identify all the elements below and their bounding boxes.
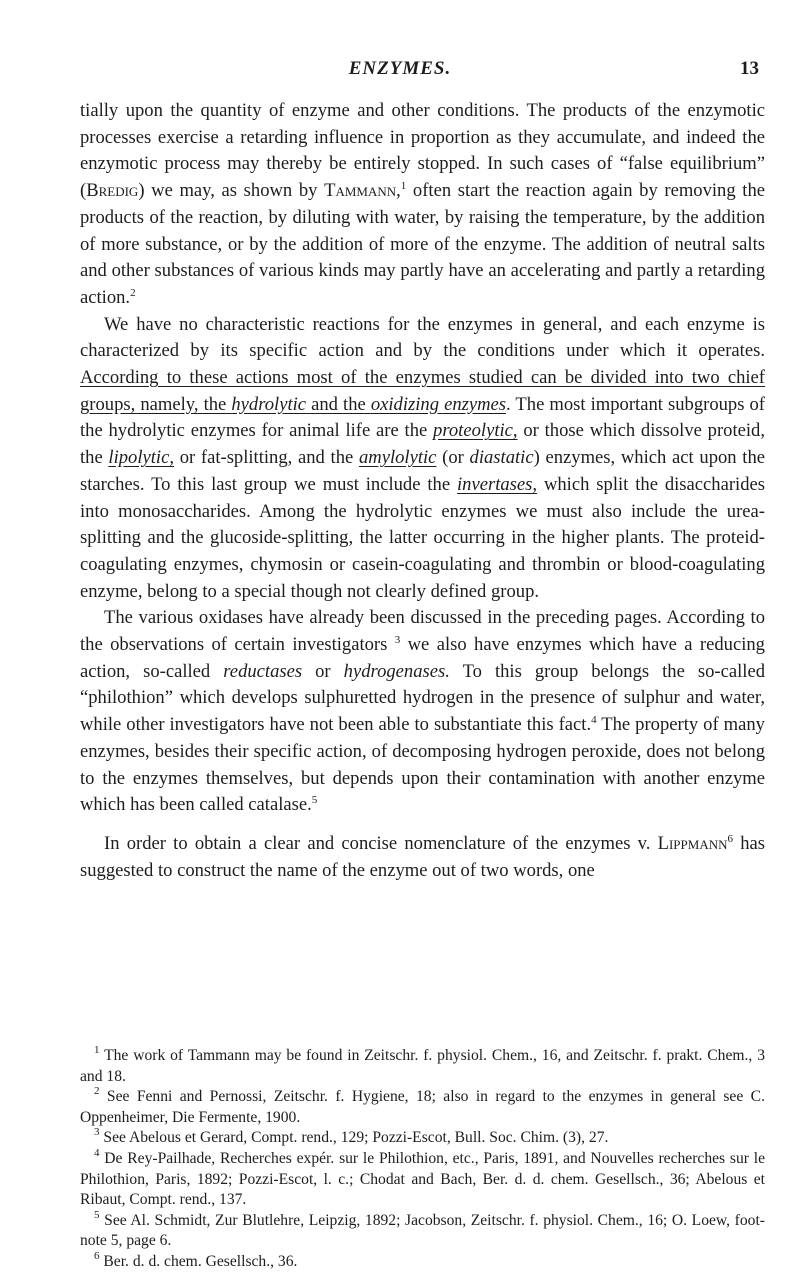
underlined-passage: According to these actions most of the enzymes studied can be divided into two chief groups, namely, the hydrolytic and the oxidizing enzymes — [80, 367, 765, 415]
footnotes — [80, 1046, 765, 1273]
footnote-ref-6: 6 — [727, 832, 733, 845]
footnote-ref-3: 3 — [394, 634, 401, 647]
paragraph-nomenclature: In order to obtain a clear and concise nomenclature of the enzymes v. Lippmann$^6$ has suggested to construct the name of the enzyme out of two words, one — [80, 832, 766, 881]
footnote-2: $^2$ See Fenni and Pernossi, Zeitschr. f. Hygiene, 18; also in regard to the enzymes in general see C. Oppenheimer, Die Fermente, 1900. — [80, 1085, 765, 1126]
term-hydrogenases: hydrogenases. — [343, 660, 450, 682]
term-proteolytic: proteolytic, — [433, 420, 518, 442]
footnote-4: $^4$ De Rey-Pailhade, Recherches expér. sur le Philothion, etc., Paris, 1891, and Nouvelles recherches sur le Philothion, Paris, 1892; Pozzi-Escot, l. c.; Chodat and Bach, Ber. d. d. chem. Gesellsch., 36; Abelous et Ribaut, Compt. rend., 137. — [80, 1146, 765, 1209]
footnote-5: $^5$ See Al. Schmidt, Zur Blutlehre, Leipzig, 1892; Jacobson, Zeitschr. f. physiol. Chem., 16; O. Loew, foot-note 5, page 6. — [80, 1208, 765, 1250]
paragraph-oxidases: The various oxidases have already been discussed in the preceding pages. According to the observations of certain investigators $^3$ we also have enzymes which have a reducing action, so-called reductases or hydrogenases. To this group belongs the so-called “philothion” which develops sulphuretted hydrogen in the presence of sulphur and water, while other investigators have not been able to substantiate this fact.$^4$ The property of many enzymes, besides their specific action, of decomposing hydrogen peroxide, does not belong to the enzymes themselves, but depends upon their contamination with another enzyme which has been called catalase.$^5$ — [80, 607, 766, 816]
footnote-3: $^3$ See Abelous et Gerard, Compt. rend., 129; Pozzi-Escot, Bull. Soc. Chim. (3), 27. — [94, 1126, 609, 1147]
paragraph-enzyme-groups: We have no characteristic reactions for the enzymes in general, and each enzyme is characterized by its specific action and by the conditions under which it operates. According to these actions most of the enzymes studied can be divided into two chief groups, namely, the hydrolytic and the oxidizing enzymes. The most important subgroups of the hydrolytic enzymes for animal life are the proteolytic, or those which dissolve proteid, the lipolytic, or fat-splitting, and the amylolytic (or diastatic) enzymes, which act upon the starches. To this last group we must include the invertases, which split the disaccharides into monosaccharides. Among the hydrolytic enzymes we must also include the urea-splitting and the glucoside-splitting, the latter occurring in the higher plants. The proteid-coagulating enzymes, chymosin or casein-coagulating and thrombin or blood-coagulating enzyme, belong to a special though not clearly defined group. — [80, 313, 766, 602]
footnote-1: $^1$ The work of Tammann may be found in Zeitschr. f. physiol. Chem., 16, and Zeitschr. f. prakt. Chem., 3 and 18. — [80, 1044, 765, 1085]
term-lipolytic: lipolytic, — [108, 447, 174, 469]
body-text — [80, 98, 765, 884]
page-number: 13 — [740, 58, 759, 79]
term-amylolytic: amylolytic — [358, 447, 437, 469]
running-title: ENZYMES. — [348, 58, 452, 79]
footnote-ref-2: 2 — [130, 286, 136, 299]
term-diastatic: diastatic — [469, 447, 534, 469]
author-bredig: Bredig — [86, 180, 139, 202]
footnote-6: $^6$ Ber. d. d. chem. Gesellsch., 36. — [94, 1249, 298, 1270]
footnote-ref-5: 5 — [311, 794, 318, 807]
page-header — [0, 58, 800, 88]
footnote-ref-1: 1 — [400, 180, 407, 193]
term-oxidizing-enzymes: oxidizing enzymes — [370, 393, 507, 415]
paragraph-false-equilibrium: tially upon the quantity of enzyme and other conditions. The products of the enzymotic processes exercise a retarding influence in proportion as they accumulate, and indeed the enzymotic process may thereby be entirely stopped. In such cases of “false equilibrium” (Bredig) we may, as shown by Tammann,$^1$ often start the reaction again by removing the products of the reaction, by diluting with water, by raising the temperature, by the addition of more substance, or by the addition of more of the enzyme. The addition of neutral salts and other substances of various kinds may partly have an accelerating and partly a retarding action.$^2$ — [80, 100, 765, 308]
author-lippmann: Lippmann — [657, 832, 728, 854]
footnote-ref-4: 4 — [591, 714, 597, 727]
term-reductases: reductases — [223, 660, 303, 682]
term-invertases: invertases, — [457, 473, 538, 495]
author-tammann: Tammann, — [324, 180, 401, 202]
term-hydrolytic: hydrolytic — [231, 393, 307, 415]
